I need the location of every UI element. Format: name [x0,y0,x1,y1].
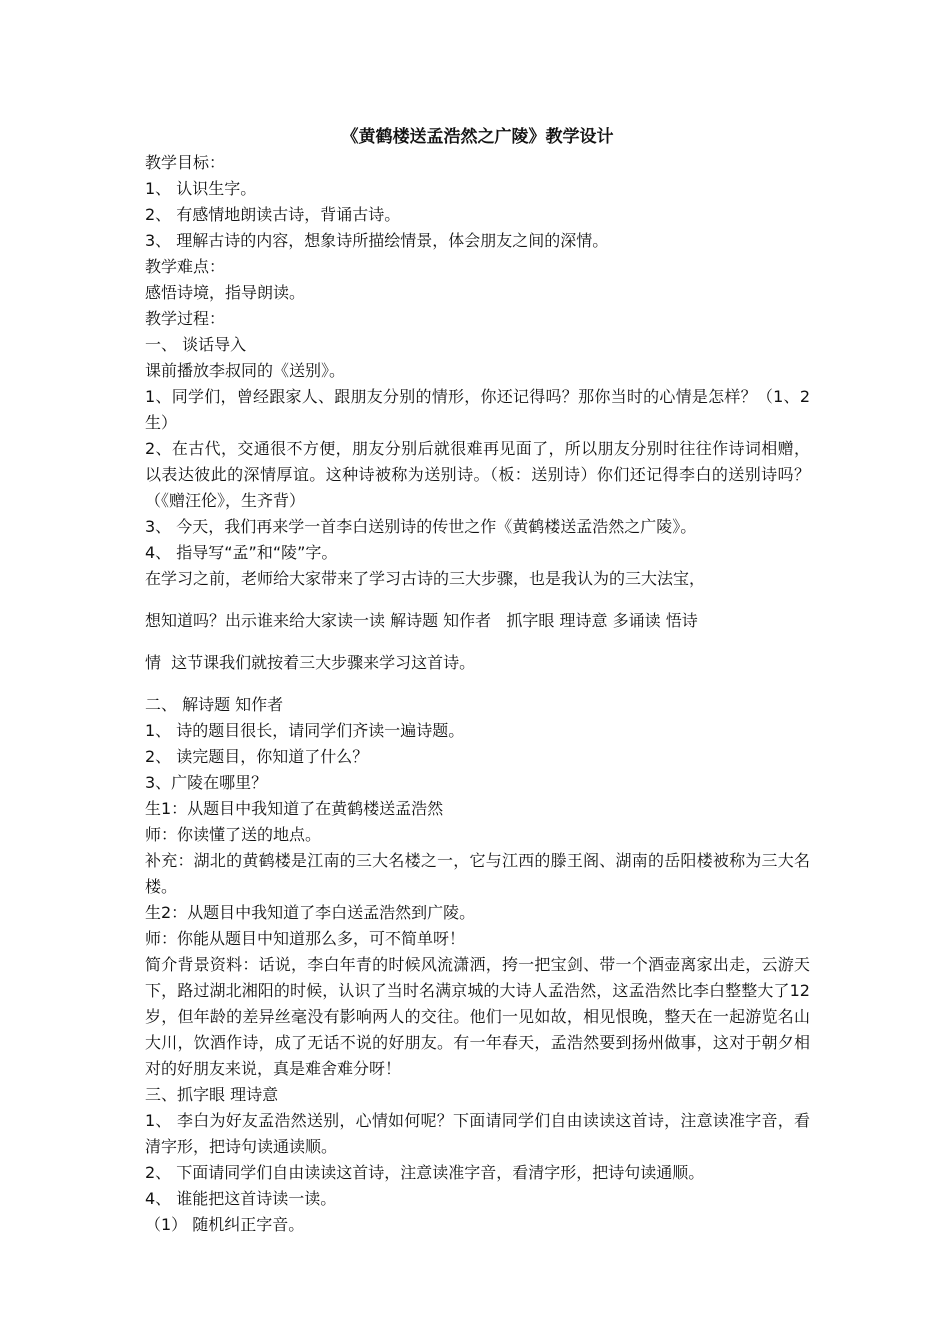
paragraph: 4、 指导写“孟”和“陵”字。 [145,543,338,562]
section-heading-goals: 教学目标： [145,153,226,172]
paragraph: 情 这节课我们就按着三大步骤来学习这首诗。 [145,653,476,672]
paragraph: 1、同学们，曾经跟家人、跟朋友分别的情形，你还记得吗？那你当时的心情是怎样？（1、2生） [145,387,810,432]
paragraph: 想知道吗？出示谁来给大家读一读 解诗题 知作者 抓字眼 理诗意 多诵读 悟诗 [145,611,698,630]
document-title: 《黄鹤楼送孟浩然之广陵》教学设计 [341,127,614,147]
goal-item-3: 3、 理解古诗的内容，想象诗所描绘情景，体会朋友之间的深情。 [145,231,609,250]
paragraph: 课前播放李叔同的《送别》。 [145,361,346,380]
paragraph: 4、 谁能把这首诗读一读。 [145,1189,337,1208]
section-heading-difficulty: 教学难点： [145,257,226,276]
goal-item-2: 2、 有感情地朗读古诗，背诵古诗。 [145,205,401,224]
paragraph: 生1：从题目中我知道了在黄鹤楼送孟浩然 [145,799,444,818]
step-heading-2: 二、 解诗题 知作者 [145,695,284,714]
goal-item-1: 1、 认识生字。 [145,179,257,198]
paragraph: 1、 李白为好友孟浩然送别，心情如何呢？下面请同学们自由读读这首诗，注意读准字音，看清字形，把诗句读通读顺。 [145,1111,810,1156]
difficulty-text: 感悟诗境，指导朗读。 [145,283,306,302]
paragraph: 师：你读懂了送的地点。 [145,825,322,844]
paragraph: 2、在古代，交通很不方便，朋友分别后就很难再见面了，所以朋友分别时往往作诗词相赠，以表达彼此的深情厚谊。这种诗被称为送别诗。（板：送别诗）你们还记得李白的送别诗吗？（《赠汪伦》，生齐背） [145,439,810,510]
paragraph: 师：你能从题目中知道那么多，可不简单呀！ [145,929,466,948]
paragraph: 简介背景资料：话说，李白年青的时候风流潇洒，挎一把宝剑、带一个酒壶离家出走，云游天下，路过湖北湘阳的时候，认识了当时名满京城的大诗人孟浩然，这孟浩然比李白整整大了12岁，但年龄的差异丝毫没有影响两人的交往。他们一见如故，相见恨晚，整天在一起游览名山大川，饮酒作诗，成了无话不说的好朋友。有一年春天，孟浩然要到扬州做事，这对于朝夕相对的好朋友来说，真是难舍难分呀！ [145,955,810,1078]
paragraph: 生2：从题目中我知道了李白送孟浩然到广陵。 [145,903,476,922]
document-page [145,124,810,1238]
paragraph: 2、 读完题目，你知道了什么？ [145,747,369,766]
step-heading-3: 三、抓字眼 理诗意 [145,1085,279,1104]
paragraph: 在学习之前，老师给大家带来了学习古诗的三大步骤，也是我认为的三大法宝， [145,569,706,588]
paragraph: 3、广陵在哪里？ [145,773,268,792]
paragraph: 3、 今天，我们再来学一首李白送别诗的传世之作《黄鹤楼送孟浩然之广陵》。 [145,517,697,536]
paragraph: （1） 随机纠正字音。 [145,1215,305,1234]
step-heading-1: 一、 谈话导入 [145,335,247,354]
paragraph: 2、 下面请同学们自由读读这首诗，注意读准字音，看清字形，把诗句读通顺。 [145,1163,705,1182]
section-heading-process: 教学过程： [145,309,226,328]
paragraph: 补充：湖北的黄鹤楼是江南的三大名楼之一，它与江西的滕王阁、湖南的岳阳楼被称为三大名楼。 [145,851,810,896]
paragraph: 1、 诗的题目很长，请同学们齐读一遍诗题。 [145,721,465,740]
